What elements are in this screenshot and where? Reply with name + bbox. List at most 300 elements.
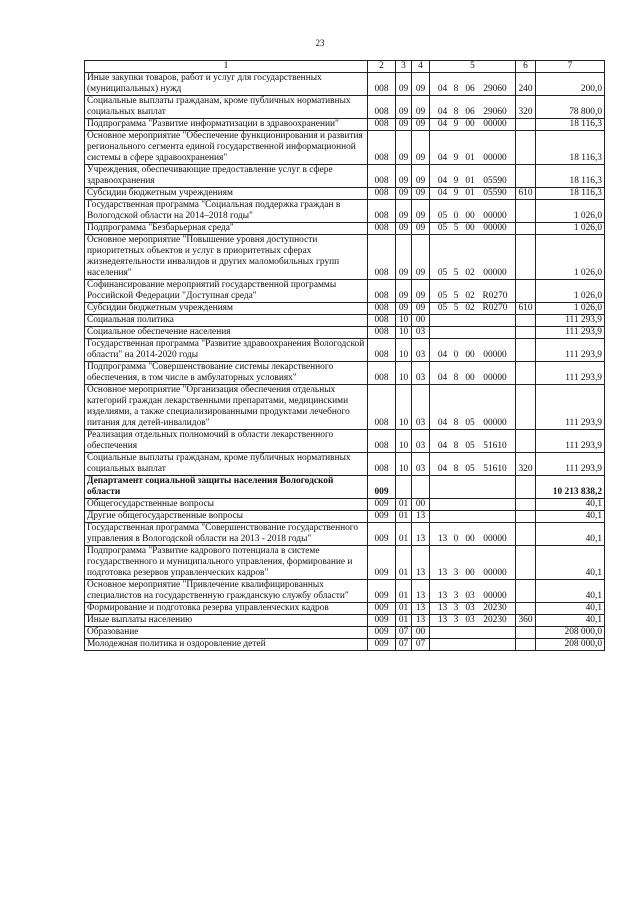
ministry-code: 008 [368, 188, 396, 200]
section-code [396, 476, 412, 499]
ministry-code: 009 [368, 639, 396, 651]
row-name: Молодежная политика и оздоровление детей [85, 639, 368, 651]
row-name: Подпрограмма "Развитие информатизации в здравоохранении" [85, 119, 368, 131]
target-article-code [430, 303, 516, 315]
row-name: Иные выплаты населению [85, 615, 368, 627]
target-article-code [430, 511, 516, 523]
csr-measure: 00 [465, 211, 475, 221]
csr-measure: 00 [465, 350, 475, 360]
expense-type-code [516, 200, 536, 223]
ministry-code: 008 [368, 165, 396, 188]
table-row [85, 499, 605, 511]
subsection-code: 13 [412, 523, 430, 546]
section-code: 07 [396, 639, 412, 651]
csr-program: 04 [437, 153, 448, 163]
amount: 40,1 [536, 615, 605, 627]
section-code: 10 [396, 430, 412, 453]
target-article-code [430, 615, 516, 627]
csr-program: 13 [437, 591, 448, 601]
target-article-code [430, 627, 516, 639]
table-row [85, 615, 605, 627]
amount: 1 026,0 [536, 303, 605, 315]
amount: 40,1 [536, 499, 605, 511]
subsection-code: 13 [412, 603, 430, 615]
expense-type-code [516, 430, 536, 453]
expense-type-code [516, 339, 536, 362]
csr-measure: 06 [465, 84, 475, 94]
page-number: 23 [315, 38, 325, 48]
subsection-code: 00 [412, 627, 430, 639]
csr-subprogram: 9 [453, 188, 459, 198]
expense-type-code: 240 [516, 73, 536, 96]
row-name: Социальные выплаты гражданам, кроме публичных нормативных социальных выплат [85, 96, 368, 119]
subsection-code: 13 [412, 615, 430, 627]
section-code: 01 [396, 580, 412, 603]
expense-type-code [516, 235, 536, 280]
row-name: Софинансирование мероприятий государственной программы Российской Федерации "Доступная среда" [85, 280, 368, 303]
subsection-code: 09 [412, 235, 430, 280]
amount: 200,0 [536, 73, 605, 96]
section-code: 09 [396, 235, 412, 280]
subsection-code: 13 [412, 511, 430, 523]
csr-program: 13 [437, 615, 448, 625]
csr-measure: 00 [465, 119, 475, 129]
target-article-code [430, 362, 516, 385]
expense-type-code [516, 223, 536, 235]
csr-measure: 05 [465, 464, 475, 474]
csr-program: 04 [437, 441, 448, 451]
table-row [85, 430, 605, 453]
target-article-code [430, 200, 516, 223]
csr-program: 05 [437, 211, 448, 221]
amount: 208 000,0 [536, 639, 605, 651]
csr-program: 04 [437, 350, 448, 360]
section-code: 09 [396, 73, 412, 96]
csr-subprogram: 5 [453, 268, 459, 278]
ministry-code: 008 [368, 200, 396, 223]
expense-type-code [516, 546, 536, 580]
row-name: Департамент социальной защиты населения Вологодской области [85, 476, 368, 499]
expense-type-code [516, 523, 536, 546]
csr-direction: 29060 [483, 84, 507, 94]
ministry-code: 008 [368, 362, 396, 385]
section-code: 09 [396, 131, 412, 165]
csr-measure: 06 [465, 107, 475, 117]
section-code: 01 [396, 523, 412, 546]
table-row [85, 96, 605, 119]
section-code: 01 [396, 499, 412, 511]
amount: 18 116,3 [536, 165, 605, 188]
csr-direction: 05590 [483, 176, 507, 186]
row-name: Реализация отдельных полномочий в области лекарственного обеспечения [85, 430, 368, 453]
csr-program: 04 [437, 188, 448, 198]
target-article-code [430, 119, 516, 131]
csr-measure: 02 [465, 291, 475, 301]
table-row [85, 165, 605, 188]
section-code: 10 [396, 339, 412, 362]
amount: 40,1 [536, 546, 605, 580]
row-name: Социальная политика [85, 315, 368, 327]
amount: 78 800,0 [536, 96, 605, 119]
csr-subprogram: 3 [453, 615, 459, 625]
subsection-code: 00 [412, 499, 430, 511]
ministry-code: 008 [368, 223, 396, 235]
row-name: Подпрограмма "Развитие кадрового потенциала в системе государственного и муниципального управления, формирование и подготовка резервов управленческих кадров" [85, 546, 368, 580]
csr-direction: R0270 [482, 303, 508, 313]
target-article-code [430, 430, 516, 453]
subsection-code: 03 [412, 453, 430, 476]
section-code: 01 [396, 603, 412, 615]
amount: 1 026,0 [536, 280, 605, 303]
amount: 40,1 [536, 603, 605, 615]
subsection-code: 09 [412, 223, 430, 235]
table-row [85, 580, 605, 603]
ministry-code: 008 [368, 327, 396, 339]
csr-subprogram: 5 [453, 291, 459, 301]
target-article-code [430, 499, 516, 511]
table-row [85, 315, 605, 327]
amount: 208 000,0 [536, 627, 605, 639]
expense-type-code: 320 [516, 453, 536, 476]
target-article-code [430, 546, 516, 580]
subsection-code: 09 [412, 96, 430, 119]
csr-direction: 00000 [483, 350, 507, 360]
csr-measure: 05 [465, 441, 475, 451]
table-row [85, 603, 605, 615]
amount: 18 116,3 [536, 131, 605, 165]
subsection-code: 03 [412, 339, 430, 362]
csr-measure: 00 [465, 568, 475, 578]
csr-direction: 00000 [483, 211, 507, 221]
section-code: 01 [396, 546, 412, 580]
section-code: 09 [396, 96, 412, 119]
csr-program: 04 [437, 464, 448, 474]
ministry-code: 008 [368, 453, 396, 476]
target-article-code [430, 639, 516, 651]
csr-program: 04 [437, 176, 448, 186]
expense-type-code [516, 499, 536, 511]
subsection-code: 03 [412, 430, 430, 453]
row-name: Субсидии бюджетным учреждениям [85, 303, 368, 315]
amount: 40,1 [536, 511, 605, 523]
row-name: Основное мероприятие "Повышение уровня доступности приоритетных объектов и услуг в приоритетных сферах жизнедеятельности инвалидов и других маломобильных групп населения" [85, 235, 368, 280]
header-cell: 2 [368, 61, 396, 73]
target-article-code [430, 339, 516, 362]
table-header-row [85, 61, 605, 73]
target-article-code [430, 580, 516, 603]
csr-direction: 00000 [483, 591, 507, 601]
row-name: Подпрограмма "Безбарьерная среда" [85, 223, 368, 235]
row-name: Социальное обеспечение населения [85, 327, 368, 339]
csr-program: 05 [437, 268, 448, 278]
amount: 18 116,3 [536, 119, 605, 131]
target-article-code [430, 73, 516, 96]
subsection-code: 07 [412, 639, 430, 651]
csr-subprogram: 8 [453, 373, 459, 383]
ministry-code: 008 [368, 430, 396, 453]
csr-measure: 00 [465, 223, 475, 233]
table-row [85, 73, 605, 96]
row-name: Государственная программа "Совершенствование государственного управления в Вологодской области на 2013 - 2018 годы" [85, 523, 368, 546]
expense-type-code: 360 [516, 615, 536, 627]
table-row [85, 627, 605, 639]
csr-measure: 01 [465, 176, 475, 186]
subsection-code: 09 [412, 131, 430, 165]
table-row [85, 546, 605, 580]
header-cell: 7 [536, 61, 605, 73]
csr-measure: 00 [465, 534, 475, 544]
csr-subprogram: 0 [453, 534, 459, 544]
csr-direction: 29060 [483, 107, 507, 117]
subsection-code: 09 [412, 73, 430, 96]
ministry-code: 008 [368, 303, 396, 315]
csr-direction: 00000 [483, 223, 507, 233]
ministry-code: 009 [368, 499, 396, 511]
csr-subprogram: 8 [453, 84, 459, 94]
csr-program: 13 [437, 534, 448, 544]
expense-type-code [516, 511, 536, 523]
ministry-code: 009 [368, 546, 396, 580]
csr-measure: 01 [465, 153, 475, 163]
expense-type-code [516, 315, 536, 327]
subsection-code: 03 [412, 385, 430, 430]
expense-type-code [516, 280, 536, 303]
csr-subprogram: 5 [453, 223, 459, 233]
csr-subprogram: 9 [453, 176, 459, 186]
amount: 40,1 [536, 580, 605, 603]
ministry-code: 008 [368, 119, 396, 131]
ministry-code: 008 [368, 96, 396, 119]
table-row [85, 511, 605, 523]
section-code: 10 [396, 453, 412, 476]
csr-measure: 00 [465, 373, 475, 383]
table-row [85, 119, 605, 131]
row-name: Социальные выплаты гражданам, кроме публичных нормативных социальных выплат [85, 453, 368, 476]
amount: 111 293,9 [536, 315, 605, 327]
expense-type-code [516, 327, 536, 339]
amount: 111 293,9 [536, 362, 605, 385]
row-name: Другие общегосударственные вопросы [85, 511, 368, 523]
table-row [85, 453, 605, 476]
amount: 1 026,0 [536, 235, 605, 280]
row-name: Основное мероприятие "Организация обеспечения отдельных категорий граждан лекарственными препаратами, медицинскими изделиями, а также специализированными продуктами лечебного питания для детей-инвалидов" [85, 385, 368, 430]
csr-direction: 00000 [483, 534, 507, 544]
table-row [85, 639, 605, 651]
target-article-code [430, 603, 516, 615]
row-name: Подпрограмма "Совершенствование системы лекарственного обеспечения, в том числе в амбулаторных условиях" [85, 362, 368, 385]
csr-direction: 00000 [483, 373, 507, 383]
target-article-code [430, 327, 516, 339]
csr-subprogram: 3 [453, 603, 459, 613]
subsection-code: 13 [412, 546, 430, 580]
csr-measure: 05 [465, 418, 475, 428]
csr-measure: 03 [465, 591, 475, 601]
table-row [85, 385, 605, 430]
csr-subprogram: 9 [453, 153, 459, 163]
amount: 1 026,0 [536, 223, 605, 235]
section-code: 10 [396, 362, 412, 385]
csr-subprogram: 8 [453, 107, 459, 117]
table-row [85, 131, 605, 165]
csr-subprogram: 8 [453, 418, 459, 428]
section-code: 09 [396, 223, 412, 235]
expense-type-code [516, 580, 536, 603]
csr-direction: 20230 [483, 615, 507, 625]
target-article-code [430, 280, 516, 303]
ministry-code: 009 [368, 523, 396, 546]
table-row [85, 200, 605, 223]
csr-subprogram: 9 [453, 119, 459, 129]
csr-measure: 02 [465, 268, 475, 278]
csr-measure: 01 [465, 188, 475, 198]
csr-direction: 00000 [483, 119, 507, 129]
table-row [85, 476, 605, 499]
csr-direction: 51610 [483, 441, 507, 451]
csr-direction: 51610 [483, 464, 507, 474]
subsection-code: 13 [412, 580, 430, 603]
row-name: Образование [85, 627, 368, 639]
section-code: 09 [396, 200, 412, 223]
csr-direction: 00000 [483, 568, 507, 578]
csr-measure: 03 [465, 615, 475, 625]
header-cell: 3 [396, 61, 412, 73]
expense-type-code [516, 476, 536, 499]
csr-program: 05 [437, 291, 448, 301]
csr-subprogram: 8 [453, 441, 459, 451]
expense-type-code [516, 131, 536, 165]
section-code: 09 [396, 280, 412, 303]
amount: 111 293,9 [536, 339, 605, 362]
section-code: 10 [396, 315, 412, 327]
table-row [85, 339, 605, 362]
csr-program: 04 [437, 107, 448, 117]
expense-type-code: 320 [516, 96, 536, 119]
section-code: 01 [396, 511, 412, 523]
target-article-code [430, 188, 516, 200]
expense-type-code [516, 362, 536, 385]
header-cell: 4 [412, 61, 430, 73]
target-article-code [430, 523, 516, 546]
row-name: Иные закупки товаров, работ и услуг для государственных (муниципальных) нужд [85, 73, 368, 96]
ministry-code: 009 [368, 476, 396, 499]
row-name: Государственная программа "Развитие здравоохранения Вологодской области" на 2014-2020 годы [85, 339, 368, 362]
ministry-code: 009 [368, 580, 396, 603]
csr-subprogram: 0 [453, 350, 459, 360]
csr-direction: 00000 [483, 268, 507, 278]
csr-direction: 20230 [483, 603, 507, 613]
subsection-code [412, 476, 430, 499]
ministry-code: 008 [368, 73, 396, 96]
header-cell: 6 [516, 61, 536, 73]
csr-direction: 00000 [483, 153, 507, 163]
subsection-code: 09 [412, 165, 430, 188]
csr-program: 05 [437, 223, 448, 233]
expense-type-code: 610 [516, 303, 536, 315]
table-row [85, 303, 605, 315]
section-code: 09 [396, 119, 412, 131]
section-code: 09 [396, 165, 412, 188]
subsection-code: 09 [412, 303, 430, 315]
table-row [85, 327, 605, 339]
target-article-code [430, 476, 516, 499]
section-code: 10 [396, 327, 412, 339]
target-article-code [430, 165, 516, 188]
row-name: Основное мероприятие "Привлечение квалифицированных специалистов на государственную гражданскую службу области" [85, 580, 368, 603]
amount: 40,1 [536, 523, 605, 546]
amount: 18 116,3 [536, 188, 605, 200]
amount: 111 293,9 [536, 385, 605, 430]
csr-subprogram: 0 [453, 211, 459, 221]
csr-program: 13 [437, 568, 448, 578]
csr-program: 04 [437, 119, 448, 129]
amount: 111 293,9 [536, 453, 605, 476]
csr-subprogram: 5 [453, 303, 459, 313]
expense-type-code [516, 627, 536, 639]
section-code: 07 [396, 627, 412, 639]
csr-measure: 03 [465, 603, 475, 613]
amount: 1 026,0 [536, 200, 605, 223]
table-row [85, 362, 605, 385]
target-article-code [430, 453, 516, 476]
row-name: Государственная программа "Социальная поддержка граждан в Вологодской области на 2014–2018 годы" [85, 200, 368, 223]
amount: 10 213 838,2 [536, 476, 605, 499]
section-code: 10 [396, 385, 412, 430]
expense-type-code: 610 [516, 188, 536, 200]
subsection-code: 09 [412, 280, 430, 303]
expense-type-code [516, 119, 536, 131]
csr-direction: R0270 [482, 291, 508, 301]
ministry-code: 009 [368, 627, 396, 639]
table-row [85, 188, 605, 200]
header-cell: 5 [430, 61, 516, 73]
subsection-code: 03 [412, 327, 430, 339]
expense-type-code [516, 165, 536, 188]
ministry-code: 008 [368, 315, 396, 327]
header-cell: 1 [85, 61, 368, 73]
csr-subprogram: 8 [453, 464, 459, 474]
table-body [85, 73, 605, 651]
table-row [85, 223, 605, 235]
target-article-code [430, 235, 516, 280]
csr-program: 04 [437, 84, 448, 94]
target-article-code [430, 223, 516, 235]
csr-program: 13 [437, 603, 448, 613]
csr-direction: 05590 [483, 188, 507, 198]
csr-program: 05 [437, 303, 448, 313]
table-row [85, 235, 605, 280]
row-name: Формирование и подготовка резерва управленческих кадров [85, 603, 368, 615]
ministry-code: 009 [368, 511, 396, 523]
row-name: Основное мероприятие "Обеспечение функционирования и развития регионального сегмента единой государственной информационной системы в сфере здравоохранения" [85, 131, 368, 165]
target-article-code [430, 96, 516, 119]
expense-type-code [516, 385, 536, 430]
subsection-code: 09 [412, 119, 430, 131]
ministry-code: 009 [368, 615, 396, 627]
expense-type-code [516, 603, 536, 615]
ministry-code: 008 [368, 280, 396, 303]
subsection-code: 09 [412, 188, 430, 200]
csr-subprogram: 3 [453, 591, 459, 601]
target-article-code [430, 385, 516, 430]
csr-program: 04 [437, 418, 448, 428]
ministry-code: 008 [368, 385, 396, 430]
table-row [85, 523, 605, 546]
amount: 111 293,9 [536, 430, 605, 453]
csr-program: 04 [437, 373, 448, 383]
ministry-code: 009 [368, 603, 396, 615]
ministry-code: 008 [368, 131, 396, 165]
section-code: 09 [396, 303, 412, 315]
